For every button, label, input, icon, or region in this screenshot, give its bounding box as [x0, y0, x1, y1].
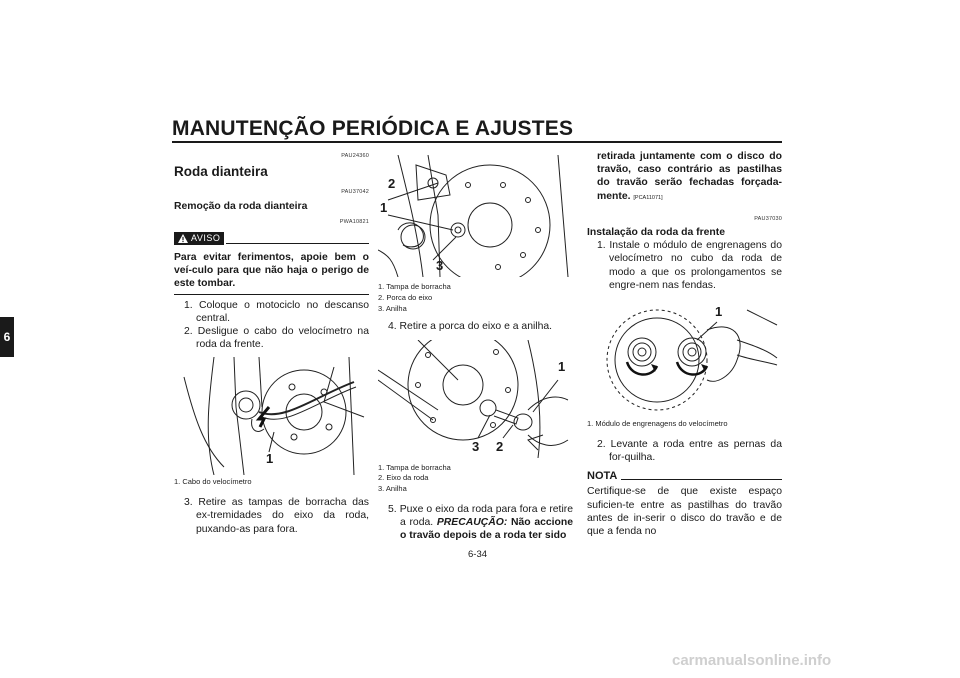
figure-callout: 1 [715, 304, 723, 320]
step-5-text: 5. Puxe o eixo da roda para fora e retire a roda. [388, 503, 573, 529]
warning-rule [226, 243, 369, 244]
subsection-code: PAU37042 [341, 189, 369, 196]
page-number: 6-34 [468, 549, 488, 560]
figure-caption: 1. Cabo do velocímetro [174, 477, 252, 487]
subsection-code: PAU37030 [754, 215, 782, 222]
figure-caption-2: 2. Porca do eixo [378, 292, 433, 302]
column-middle [378, 150, 573, 543]
figure-callout: 1 [380, 200, 388, 215]
column-right [587, 150, 782, 538]
chapter-tab: 6 [0, 317, 14, 357]
step-3: 3. Retire as tampas de borracha das ex-tremidades do eixo da roda, puxando-as para fora. [184, 497, 369, 535]
figure-caption-1: 1. Tampa de borracha [378, 462, 451, 472]
figure-caption-3: 3. Anilha [378, 303, 407, 313]
note-header [587, 470, 782, 483]
figure-caption-1: 1. Tampa de borracha [378, 282, 451, 291]
figure-speedometer-cable [174, 357, 369, 475]
warning-header [174, 232, 369, 245]
caution-continuation [587, 150, 782, 205]
step-1: 1. Coloque o motociclo no descanso central. [184, 299, 369, 324]
figure-speedometer-gear [587, 300, 782, 416]
step-2: 2. Desligue o cabo do velocímetro na roda da frente. [184, 326, 369, 351]
warning-badge [174, 232, 224, 245]
illustration-speedometer-gear [587, 300, 782, 416]
note-label: NOTA [587, 470, 618, 483]
subsection-heading: Instalação da roda da frente [587, 227, 726, 239]
illustration-axle-nut [378, 155, 573, 277]
subsection-heading: Remoção da roda dianteira [174, 200, 308, 212]
figure-caption: 1. Módulo de engrenagens do velocímetro [587, 419, 728, 429]
figure-caption-2: 2. Eixo da roda [378, 473, 429, 483]
note-rule [621, 479, 782, 480]
section-heading: Roda dianteira [174, 164, 268, 180]
warning-end-rule [174, 294, 369, 295]
caution-label: PRECAUÇÃO: [436, 517, 508, 529]
section-code: PAU24360 [341, 153, 369, 159]
figure-caption-3: 3. Anilha [378, 484, 407, 494]
figure-axle-nut [378, 155, 573, 277]
step-2: 2. Levante a roda entre as pernas da for-quilha. [597, 438, 782, 464]
caution-text: Não accione o travão depois de a roda ter sido [400, 517, 574, 542]
column-left [174, 150, 369, 536]
warning-label: AVISO [191, 232, 221, 243]
step-1: 1. Instale o módulo de engrenagens do velocímetro no cubo da roda de modo a que os prolongamentos se engre-nem nas fendas. [597, 240, 782, 291]
warning-text: Para evitar ferimentos, apoie bem o veí-culo para que não haja o perigo de este tombar. [174, 252, 369, 290]
watermark: carmanualsonline.info [672, 652, 832, 669]
warning-icon [178, 234, 188, 243]
figure-wheel-axle [378, 340, 573, 458]
figure-callout: 3 [436, 258, 444, 273]
figure-callout: 1 [558, 358, 566, 374]
page-title: MANUTENÇÃO PERIÓDICA E AJUSTES [172, 117, 574, 140]
note-text: Certifique-se de que existe espaço suficien-te entre as pastilhas do travão antes de in-serir o disco do travão e de que a fenda no [587, 486, 782, 538]
step-4: 4. Retire a porca do eixo e a anilha. [388, 321, 553, 333]
caution-continuation-text: retirada juntamente com o disco do travão, caso contrário as pastilhas do travão serão fechadas forçada-mente. [597, 151, 782, 202]
figure-callout: 2 [496, 438, 504, 454]
warning-code: PWA10821 [339, 218, 369, 225]
title-rule [172, 141, 782, 143]
step-5 [378, 503, 573, 543]
caution-code: [PCA11071] [633, 194, 663, 201]
figure-callout: 2 [388, 176, 396, 191]
figure-callout: 3 [472, 438, 480, 454]
figure-callout: 1 [266, 451, 274, 467]
